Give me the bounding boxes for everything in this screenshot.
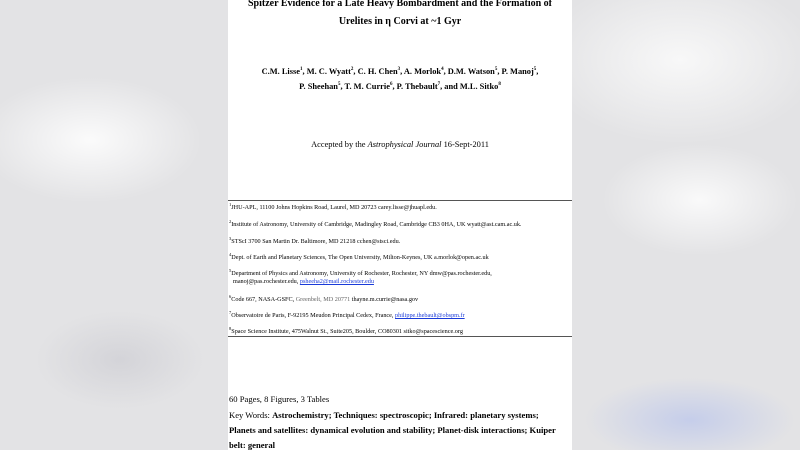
keywords-text: Planets and satellites: dynamical evolution and stability; Planet-disk interactions; Kuiper bbox=[229, 425, 556, 435]
affiliation-2 bbox=[229, 218, 571, 229]
acceptance-date: 16-Sept-2011 bbox=[441, 140, 489, 149]
keywords-label: Key Words: bbox=[229, 410, 273, 420]
author-separator: , bbox=[536, 67, 539, 76]
author: M.L. Sitko bbox=[459, 82, 499, 91]
author-affiliation-number: 4 bbox=[441, 67, 444, 73]
affiliation-4 bbox=[229, 251, 571, 262]
affiliation-text: Department of Physics and Astronomy, University of Rochester, Rochester, NY dmw@pas.rochester.edu, bbox=[231, 270, 492, 278]
author-affiliation-number: 1 bbox=[300, 67, 303, 73]
author-separator: , bbox=[392, 82, 397, 91]
author: P. Thebault bbox=[396, 82, 438, 91]
affiliation-6 bbox=[229, 293, 571, 304]
affiliation-location: Greenbelt, MD 20771 bbox=[295, 296, 351, 304]
author-affiliation-number: 5 bbox=[494, 67, 498, 73]
email-link[interactable]: philippe.thebault@obspm.fr bbox=[395, 312, 465, 320]
author-list-line-2 bbox=[228, 79, 572, 95]
affiliation-5 bbox=[229, 267, 571, 286]
keywords-text: Astrochemistry; Techniques: spectroscopic; Infrared: planetary systems; bbox=[272, 410, 539, 420]
acceptance-prefix: Accepted by the bbox=[311, 140, 368, 149]
paper-title-line-2: Urelites in η Corvi at ~1 Gyr bbox=[338, 16, 462, 27]
affiliation-number: 5 bbox=[229, 268, 232, 273]
author-affiliation-number: 8 bbox=[498, 82, 501, 88]
author-separator: , bbox=[497, 67, 502, 76]
author-separator: , and bbox=[440, 82, 460, 91]
affiliation-number: 2 bbox=[229, 219, 232, 224]
affiliation-3 bbox=[229, 235, 571, 246]
author: D.M. Watson bbox=[447, 67, 495, 76]
author-affiliation-number: 5 bbox=[337, 82, 341, 88]
affiliation-text: Institute of Astronomy, University of Cambridge, Madingley Road, Cambridge CB3 0HA, UK wyatt@ast.cam.ac.uk. bbox=[231, 221, 522, 229]
affiliation-8 bbox=[229, 325, 571, 336]
keywords-text: belt: general bbox=[229, 440, 276, 450]
author-affiliation-number: 5 bbox=[533, 67, 537, 73]
author-separator: , bbox=[302, 67, 307, 76]
author: P. Sheehan bbox=[299, 82, 338, 91]
affiliations-bottom-rule bbox=[228, 336, 572, 337]
keywords-line-2 bbox=[229, 422, 572, 438]
affiliation-text: Space Science Institute, 475Walnut St., Suite205, Boulder, CO80301 sitko@spacescience.org bbox=[231, 328, 463, 336]
keywords-line-3 bbox=[229, 437, 572, 450]
affiliation-email: thayne.m.currie@nasa.gov bbox=[350, 296, 419, 304]
paper-page bbox=[228, 0, 572, 450]
affiliation-number: 8 bbox=[229, 326, 232, 331]
affiliation-number: 6 bbox=[229, 294, 232, 299]
author-affiliation-number: 7 bbox=[437, 82, 441, 88]
affiliation-text: STScI 3700 San Martin Dr. Baltimore, MD 21218 cchen@stsci.edu. bbox=[231, 238, 401, 246]
author: C.M. Lisse bbox=[261, 67, 300, 76]
affiliation-text: Code 667, NASA-GSFC, bbox=[231, 296, 296, 304]
author-separator: , bbox=[400, 67, 404, 76]
author-affiliation-number: 2 bbox=[350, 67, 354, 73]
paper-title-line-1: Spitzer Evidence for a Late Heavy Bombardment and the Formation of bbox=[247, 0, 553, 9]
affiliation-number: 3 bbox=[229, 236, 232, 241]
page-counts: 60 Pages, 8 Figures, 3 Tables bbox=[229, 394, 330, 404]
affiliation-1 bbox=[229, 201, 571, 212]
journal-name: Astrophysical Journal bbox=[367, 140, 442, 149]
author-separator: , bbox=[443, 67, 448, 76]
author: P. Manoj bbox=[501, 67, 534, 76]
author-affiliation-number: 6 bbox=[389, 82, 393, 88]
affiliation-number: 7 bbox=[229, 310, 232, 315]
author: T. M. Currie bbox=[344, 82, 390, 91]
affiliation-number: 4 bbox=[229, 252, 232, 257]
author: M. C. Wyatt bbox=[306, 67, 351, 76]
author-affiliation-number: 3 bbox=[397, 67, 401, 73]
author: C. H. Chen bbox=[357, 67, 398, 76]
author: A. Morlok bbox=[403, 67, 442, 76]
affiliation-text: Observatoire de Paris, F-92195 Meudon Principal Cedex, France, bbox=[231, 312, 396, 320]
affiliation-text: Dept. of Earth and Planetary Sciences, The Open University, Milton-Keynes, UK a.morlok@open.ac.uk bbox=[231, 254, 489, 262]
affiliation-text-continued: manoj@pas.rochester.edu, bbox=[233, 278, 300, 286]
email-link[interactable]: psheeha2@mail.rochester.edu bbox=[299, 278, 374, 286]
author-separator: , bbox=[340, 82, 345, 91]
affiliation-7 bbox=[229, 309, 571, 320]
author-list-line-1 bbox=[228, 64, 572, 80]
keywords-line-1 bbox=[229, 407, 572, 423]
affiliation-number: 1 bbox=[229, 202, 232, 207]
acceptance-note bbox=[228, 140, 572, 149]
affiliation-text: JHU-APL, 11100 Johns Hopkins Road, Laurel, MD 20723 carey.lisse@jhuapl.edu. bbox=[231, 204, 437, 212]
author-separator: , bbox=[353, 67, 358, 76]
